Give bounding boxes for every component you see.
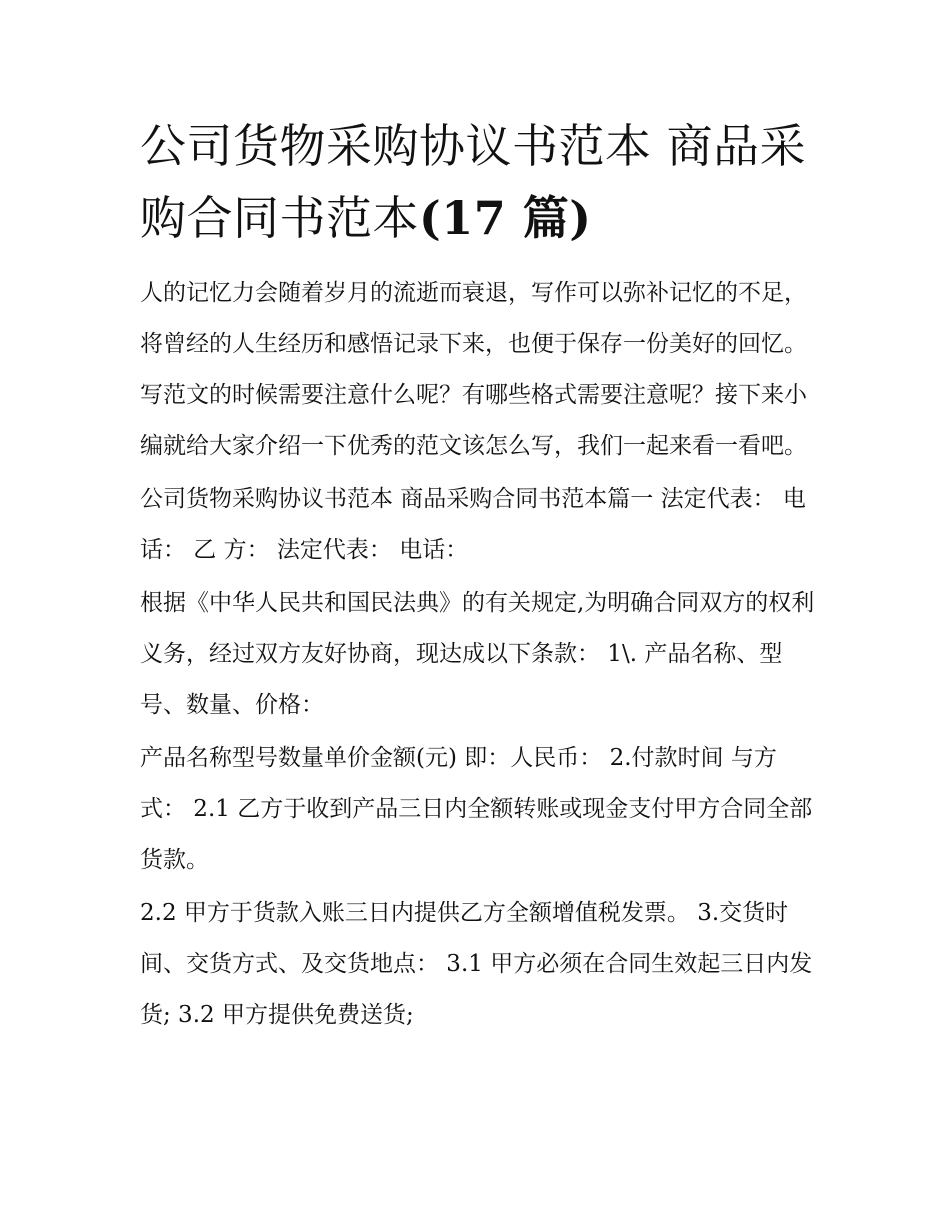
intro-paragraph: 人的记忆力会随着岁月的流逝而衰退，写作可以弥补记忆的不足，将曾经的人生经历和感悟记录下来，也便于保存一份美好的回忆。写范文的时候需要注意什么呢？有哪些格式需要注意呢？接下来小编就给大家介绍一下优秀的范文该怎么写，我们一起来看一看吧。	[140, 280, 807, 459]
payment-terms-paragraph: 产品名称型号数量单价金额(元) 即：人民币： 2.付款时间 与方式： 2.1 乙方于收到产品三日内全额转账或现金支付甲方合同全部货款。	[140, 745, 813, 873]
document-page	[140, 110, 820, 1043]
document-title-main: 公司货物采购协议书范本 商品采购合同书范本	[140, 119, 807, 245]
delivery-terms-paragraph: 2.2 甲方于货款入账三日内提供乙方全额增值税发票。 3.交货时间、交货方式、及交货地点： 3.1 甲方必须在合同生效起三日内发货; 3.2 甲方提供免费送货;	[140, 900, 813, 1028]
document-title-suffix: (17 篇)	[419, 191, 592, 245]
contract-parties-paragraph: 公司货物采购协议书范本 商品采购合同书范本篇一 法定代表： 电话： 乙 方： 法定代表： 电话：	[140, 486, 806, 563]
contract-basis-paragraph: 根据《中华人民共和国民法典》的有关规定,为明确合同双方的权利义务，经过双方友好协商，现达成以下条款： 1\. 产品名称、型号、数量、价格：	[140, 590, 815, 718]
document-title	[140, 110, 820, 254]
